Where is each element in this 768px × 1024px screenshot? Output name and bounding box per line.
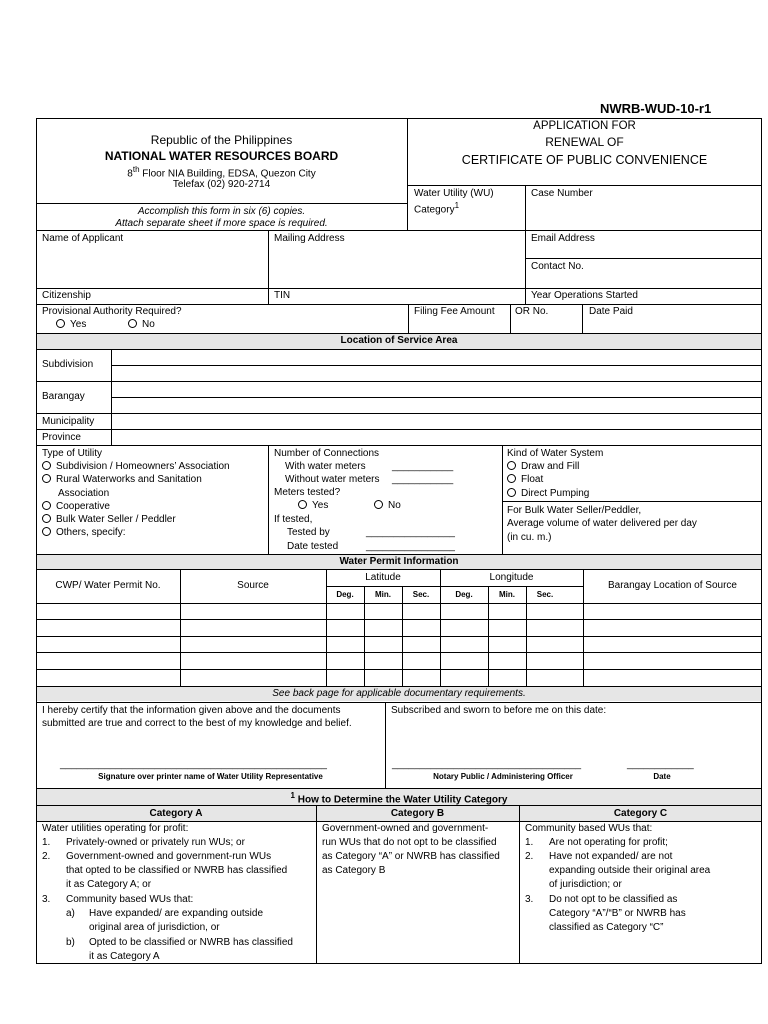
cat-a-sub-b-2: it as Category A xyxy=(89,951,160,962)
category-b-title: Category B xyxy=(390,808,445,819)
name-of-applicant: Name of Applicant xyxy=(42,233,124,244)
cat-a-item-2-2: that opted to be classified or NWRB has classified xyxy=(66,865,288,876)
radio-icon xyxy=(128,319,137,328)
category-heading: $^1$ How to Determine the Water Utility Category xyxy=(290,791,508,806)
subdivision-label: Subdivision xyxy=(42,359,94,370)
cat-b-line-3: as Category “A” or NWRB has classified xyxy=(322,851,500,862)
cat-a-num-2: 2. xyxy=(42,851,51,862)
longitude-header: Longitude xyxy=(489,572,534,583)
mailing-address: Mailing Address xyxy=(274,233,345,244)
cat-c-item-1: Are not operating for profit; xyxy=(549,837,668,848)
signature-label: Signature over printer name of Water Utility Representative xyxy=(98,772,323,781)
cat-c-item-3-2: Category “A”/“B” or NWRB has xyxy=(549,908,686,919)
certificate-title: CERTIFICATE OF PUBLIC CONVENIENCE xyxy=(461,153,708,167)
board-address: 8th Floor NIA Building, EDSA, Quezon City xyxy=(127,165,316,180)
certify-text-1: I hereby certify that the information given above and the documents xyxy=(42,705,341,716)
cat-a-num-3: 3. xyxy=(42,894,51,905)
radio-icon xyxy=(507,488,516,497)
notary-label: Notary Public / Administering Officer xyxy=(433,772,573,781)
location-heading: Location of Service Area xyxy=(340,335,458,346)
cat-a-item-3: Community based WUs that: xyxy=(66,894,194,905)
cat-c-num-2: 2. xyxy=(525,851,534,862)
telefax: Telefax (02) 920-2714 xyxy=(172,179,271,190)
radio-icon xyxy=(42,501,51,510)
app-for: APPLICATION FOR xyxy=(533,120,636,132)
municipality-label: Municipality xyxy=(42,416,95,427)
kind-direct-pumping[interactable]: Direct Pumping xyxy=(507,488,589,500)
kind-of-water-system: Kind of Water System xyxy=(507,448,604,459)
provisional-authority: Provisional Authority Required? xyxy=(42,306,182,317)
lon-deg: Deg. xyxy=(455,590,473,599)
form-code: NWRB-WUD-10-r1 xyxy=(600,101,712,116)
cat-b-line-1: Government-owned and government- xyxy=(322,823,489,834)
subscribed-text: Subscribed and sworn to before me on this date: xyxy=(391,705,607,716)
cat-a-sub-a: a) xyxy=(66,908,75,919)
number-of-connections: Number of Connections xyxy=(274,448,380,459)
filing-fee: Filing Fee Amount xyxy=(414,306,495,317)
type-others[interactable]: Others, specify: xyxy=(42,527,125,539)
cat-c-item-3-3: classified as Category “C” xyxy=(549,922,664,933)
radio-icon xyxy=(42,514,51,523)
cat-c-item-3-1: Do not opt to be classified as xyxy=(549,894,678,905)
latitude-header: Latitude xyxy=(365,572,401,583)
wu-category-label-2: Category$^1$ xyxy=(414,201,460,216)
cat-c-item-2-1: Have not expanded/ are not xyxy=(549,851,673,862)
case-number-label: Case Number xyxy=(531,188,593,199)
wu-category-label: Water Utility (WU) xyxy=(414,188,494,199)
category-c-title: Category C xyxy=(613,808,668,819)
meters-no-option[interactable]: No xyxy=(374,500,401,512)
permit-heading: Water Permit Information xyxy=(339,556,459,567)
cat-b-line-2: run WUs that do not opt to be classified xyxy=(322,837,497,848)
cat-c-item-2-2: expanding outside their original area xyxy=(549,865,711,876)
radio-icon xyxy=(374,500,383,509)
notary-line[interactable]: __________________________________ xyxy=(392,759,582,770)
cat-a-item-1: Privately-owned or privately run WUs; or xyxy=(66,837,245,848)
email-address: Email Address xyxy=(531,233,595,244)
without-meters: Without water meters xyxy=(285,474,380,485)
with-meters-blank[interactable]: ___________ xyxy=(392,461,454,472)
type-cooperative[interactable]: Cooperative xyxy=(42,501,110,513)
republic-text: Republic of the Philippines xyxy=(150,133,293,147)
barangay-location-header: Barangay Location of Source xyxy=(608,580,737,591)
lon-min: Min. xyxy=(499,590,515,599)
radio-icon xyxy=(56,319,65,328)
or-no: OR No. xyxy=(515,306,549,317)
meters-yes-option[interactable]: Yes xyxy=(298,500,328,512)
bulk-note-3: (in cu. m.) xyxy=(507,532,552,543)
barangay-label: Barangay xyxy=(42,391,85,402)
radio-icon xyxy=(42,527,51,536)
date-line[interactable]: ____________ xyxy=(627,759,694,770)
cat-a-item-2-3: it as Category A; or xyxy=(66,879,152,890)
accomplish-note: Accomplish this form in six (6) copies. xyxy=(137,206,306,217)
date-paid: Date Paid xyxy=(589,306,633,317)
lat-sec: Sec. xyxy=(412,590,430,599)
cat-a-intro: Water utilities operating for profit: xyxy=(42,823,189,834)
certify-text-2: submitted are true and correct to the best of my knowledge and belief. xyxy=(42,718,352,729)
type-rural[interactable]: Rural Waterworks and Sanitation xyxy=(42,474,202,486)
cat-c-item-2-3: of jurisdiction; or xyxy=(549,879,622,890)
bulk-note-1: For Bulk Water Seller/Peddler, xyxy=(507,505,642,516)
source-header: Source xyxy=(237,580,269,591)
cat-a-sub-b: b) xyxy=(66,937,75,948)
see-back-note: See back page for applicable documentary requirements. xyxy=(272,688,526,699)
kind-draw-fill[interactable]: Draw and Fill xyxy=(507,461,579,473)
lon-sec: Sec. xyxy=(536,590,554,599)
signature-line[interactable]: ________________________________________________ xyxy=(60,759,327,770)
radio-icon xyxy=(298,500,307,509)
radio-icon xyxy=(507,461,516,470)
association-text: Association xyxy=(58,488,110,499)
radio-icon xyxy=(507,474,516,483)
province-label: Province xyxy=(42,432,81,443)
type-bulk[interactable]: Bulk Water Seller / Peddler xyxy=(42,514,176,526)
prov-no-option[interactable]: No xyxy=(128,319,155,331)
cat-a-sub-a-1: Have expanded/ are expanding outside xyxy=(89,908,264,919)
date-tested-blank[interactable]: ________________ xyxy=(366,541,455,552)
tested-by-blank[interactable]: ________________ xyxy=(366,527,455,538)
lat-deg: Deg. xyxy=(336,590,354,599)
cat-c-num-3: 3. xyxy=(525,894,534,905)
with-meters: With water meters xyxy=(285,461,366,472)
date-label: Date xyxy=(653,772,671,781)
category-a-title: Category A xyxy=(149,808,203,819)
type-subdivision[interactable]: Subdivision / Homeowners’ Association xyxy=(42,461,230,473)
board-name: NATIONAL WATER RESOURCES BOARD xyxy=(104,149,339,163)
contact-no: Contact No. xyxy=(531,261,584,272)
radio-icon xyxy=(42,474,51,483)
cat-c-intro: Community based WUs that: xyxy=(525,823,653,834)
bulk-note-2: Average volume of water delivered per day xyxy=(507,518,697,529)
type-of-utility: Type of Utility xyxy=(42,448,103,459)
if-tested: If tested, xyxy=(274,514,313,525)
cat-a-sub-b-1: Opted to be classified or NWRB has classified xyxy=(89,937,293,948)
radio-icon xyxy=(42,461,51,470)
meters-tested: Meters tested? xyxy=(274,487,341,498)
prov-yes-option[interactable]: Yes xyxy=(56,319,86,331)
lat-min: Min. xyxy=(375,590,391,599)
tin: TIN xyxy=(274,290,291,301)
date-tested: Date tested xyxy=(287,541,339,552)
cat-b-line-4: as Category B xyxy=(322,865,386,876)
cat-a-sub-a-2: original area of jurisdiction, or xyxy=(89,922,220,933)
citizenship: Citizenship xyxy=(42,290,91,301)
renewal-of: RENEWAL OF xyxy=(545,135,624,149)
cat-a-item-2-1: Government-owned and government-run WUs xyxy=(66,851,272,862)
kind-float[interactable]: Float xyxy=(507,474,543,486)
cat-c-num-1: 1. xyxy=(525,837,534,848)
without-meters-blank[interactable]: ___________ xyxy=(392,474,454,485)
year-operations: Year Operations Started xyxy=(531,290,638,301)
cat-a-num-1: 1. xyxy=(42,837,51,848)
attach-note: Attach separate sheet if more space is required. xyxy=(115,218,328,229)
tested-by: Tested by xyxy=(287,527,330,538)
cwp-header: CWP/ Water Permit No. xyxy=(55,580,161,591)
